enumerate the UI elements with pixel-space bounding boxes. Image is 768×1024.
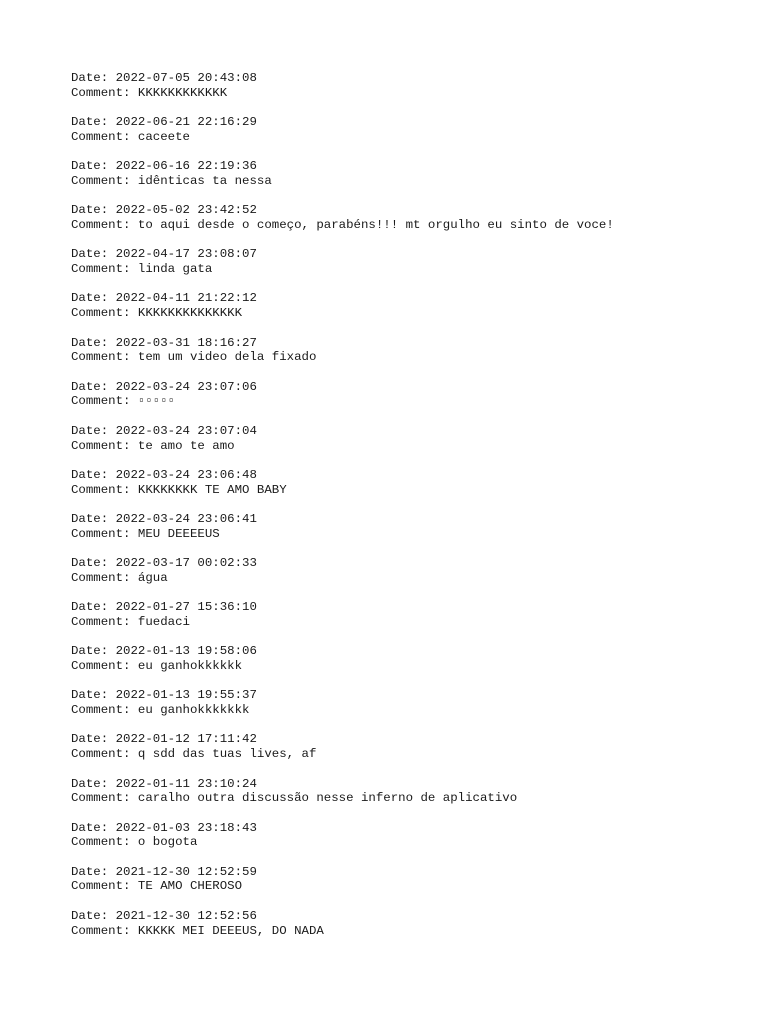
date-label: Date: — [71, 511, 116, 526]
comment-text: o bogota — [137, 835, 198, 850]
comment-text: eu ganhokkkkkkk — [137, 703, 250, 718]
entry-date-line — [71, 468, 751, 483]
entry-date-line — [71, 380, 751, 395]
comment-label: Comment: — [71, 614, 138, 629]
date-value: 2022-06-16 22:19:36 — [115, 159, 257, 174]
entry-comment-line — [71, 747, 751, 762]
comment-label: Comment: — [71, 129, 138, 144]
date-label: Date: — [71, 423, 116, 438]
comment-entry — [71, 115, 751, 145]
date-value: 2022-03-31 18:16:27 — [115, 335, 257, 350]
comment-entry — [71, 777, 751, 807]
comment-entry — [71, 247, 751, 277]
comment-text: caralho outra discussão nesse inferno de aplicativo — [137, 791, 518, 806]
comment-text: TE AMO CHEROSO — [137, 879, 243, 894]
date-value: 2022-01-03 23:18:43 — [115, 820, 257, 835]
comment-entry — [71, 732, 751, 762]
comment-entry — [71, 291, 751, 321]
entry-comment-line — [71, 879, 751, 894]
date-label: Date: — [71, 556, 116, 571]
entry-comment-line — [71, 218, 751, 233]
date-value: 2022-03-24 23:07:06 — [115, 379, 257, 394]
entry-comment-line — [71, 439, 751, 454]
comment-text: KKKKKKKKKKKK — [137, 85, 228, 100]
comment-entry — [71, 600, 751, 630]
entry-comment-line — [71, 350, 751, 365]
entry-comment-line — [71, 483, 751, 498]
date-label: Date: — [71, 820, 116, 835]
comment-text: idênticas ta nessa — [137, 173, 272, 188]
entry-date-line — [71, 512, 751, 527]
entry-comment-line — [71, 615, 751, 630]
entry-comment-line — [71, 924, 751, 939]
comment-label: Comment: — [71, 526, 138, 541]
date-value: 2022-04-17 23:08:07 — [115, 247, 257, 262]
comment-label: Comment: — [71, 218, 138, 233]
comment-label: Comment: — [71, 394, 138, 409]
entry-date-line — [71, 247, 751, 262]
entry-date-line — [71, 600, 751, 615]
entry-comment-line — [71, 174, 751, 189]
date-label: Date: — [71, 71, 116, 85]
entry-comment-line — [71, 262, 751, 277]
comment-text: to aqui desde o começo, parabéns!!! mt orgulho eu sinto de voce! — [137, 218, 614, 233]
date-label: Date: — [71, 291, 116, 306]
comment-entry — [71, 71, 751, 101]
date-label: Date: — [71, 732, 116, 747]
entry-date-line — [71, 644, 751, 659]
entry-date-line — [71, 821, 751, 836]
comment-text: ▫▫▫▫▫ — [137, 394, 176, 409]
date-label: Date: — [71, 247, 116, 262]
entry-date-line — [71, 336, 751, 351]
date-label: Date: — [71, 335, 116, 350]
entry-date-line — [71, 203, 751, 218]
comment-text: q sdd das tuas lives, af — [137, 747, 317, 762]
entry-date-line — [71, 865, 751, 880]
comment-text: MEU DEEEEUS — [137, 526, 220, 541]
comment-label: Comment: — [71, 747, 138, 762]
entry-comment-line — [71, 791, 751, 806]
date-label: Date: — [71, 600, 116, 615]
comment-entry — [71, 424, 751, 454]
date-value: 2021-12-30 12:52:56 — [115, 908, 257, 923]
date-value: 2021-12-30 12:52:59 — [115, 864, 257, 879]
entry-comment-line — [71, 394, 751, 409]
date-label: Date: — [71, 688, 116, 703]
comment-label: Comment: — [71, 306, 138, 321]
comment-entry — [71, 909, 751, 939]
date-value: 2022-07-05 20:43:08 — [115, 71, 257, 85]
entry-comment-line — [71, 306, 751, 321]
date-value: 2022-03-24 23:07:04 — [115, 423, 257, 438]
date-value: 2022-01-12 17:11:42 — [115, 732, 257, 747]
comment-entry — [71, 512, 751, 542]
entry-date-line — [71, 909, 751, 924]
entry-date-line — [71, 688, 751, 703]
comment-entry — [71, 821, 751, 851]
entry-date-line — [71, 71, 751, 86]
comment-log — [71, 71, 751, 953]
comment-text: eu ganhokkkkkk — [137, 659, 243, 674]
date-label: Date: — [71, 776, 116, 791]
entry-comment-line — [71, 527, 751, 542]
date-value: 2022-01-13 19:55:37 — [115, 688, 257, 703]
comment-label: Comment: — [71, 791, 138, 806]
entry-comment-line — [71, 659, 751, 674]
comment-entry — [71, 556, 751, 586]
comment-label: Comment: — [71, 570, 138, 585]
entry-comment-line — [71, 703, 751, 718]
date-value: 2022-01-27 15:36:10 — [115, 600, 257, 615]
entry-comment-line — [71, 835, 751, 850]
comment-text: linda gata — [137, 262, 213, 277]
comment-label: Comment: — [71, 173, 138, 188]
entry-date-line — [71, 732, 751, 747]
comment-label: Comment: — [71, 482, 138, 497]
comment-text: caceete — [137, 129, 190, 144]
entry-comment-line — [71, 571, 751, 586]
date-value: 2022-01-13 19:58:06 — [115, 644, 257, 659]
entry-date-line — [71, 424, 751, 439]
comment-entry — [71, 688, 751, 718]
comment-label: Comment: — [71, 879, 138, 894]
date-label: Date: — [71, 203, 116, 218]
comment-label: Comment: — [71, 923, 138, 938]
date-label: Date: — [71, 467, 116, 482]
comment-text: água — [137, 570, 168, 585]
date-value: 2022-04-11 21:22:12 — [115, 291, 257, 306]
entry-comment-line — [71, 86, 751, 101]
date-value: 2022-05-02 23:42:52 — [115, 203, 257, 218]
comment-label: Comment: — [71, 703, 138, 718]
date-value: 2022-03-24 23:06:41 — [115, 511, 257, 526]
comment-entry — [71, 380, 751, 410]
entry-comment-line — [71, 130, 751, 145]
comment-label: Comment: — [71, 262, 138, 277]
comment-label: Comment: — [71, 659, 138, 674]
entry-date-line — [71, 291, 751, 306]
entry-date-line — [71, 115, 751, 130]
comment-entry — [71, 644, 751, 674]
date-label: Date: — [71, 115, 116, 130]
date-label: Date: — [71, 644, 116, 659]
entry-date-line — [71, 556, 751, 571]
date-value: 2022-06-21 22:16:29 — [115, 115, 257, 130]
comment-entry — [71, 865, 751, 895]
comment-label: Comment: — [71, 85, 138, 100]
entry-date-line — [71, 777, 751, 792]
comment-text: KKKKKKKK TE AMO BABY — [137, 482, 287, 497]
entry-date-line — [71, 159, 751, 174]
comment-entry — [71, 468, 751, 498]
comment-entry — [71, 159, 751, 189]
comment-entry — [71, 336, 751, 366]
date-label: Date: — [71, 864, 116, 879]
date-value: 2022-01-11 23:10:24 — [115, 776, 257, 791]
comment-label: Comment: — [71, 350, 138, 365]
date-label: Date: — [71, 908, 116, 923]
date-label: Date: — [71, 379, 116, 394]
comment-text: fuedaci — [137, 614, 190, 629]
comment-text: te amo te amo — [137, 438, 235, 453]
comment-label: Comment: — [71, 835, 138, 850]
comment-label: Comment: — [71, 438, 138, 453]
comment-text: KKKKK MEI DEEEUS, DO NADA — [137, 923, 324, 938]
date-value: 2022-03-17 00:02:33 — [115, 556, 257, 571]
comment-text: tem um video dela fixado — [137, 350, 317, 365]
date-value: 2022-03-24 23:06:48 — [115, 467, 257, 482]
comment-entry — [71, 203, 751, 233]
comment-text: KKKKKKKKKKKKKK — [137, 306, 243, 321]
date-label: Date: — [71, 159, 116, 174]
